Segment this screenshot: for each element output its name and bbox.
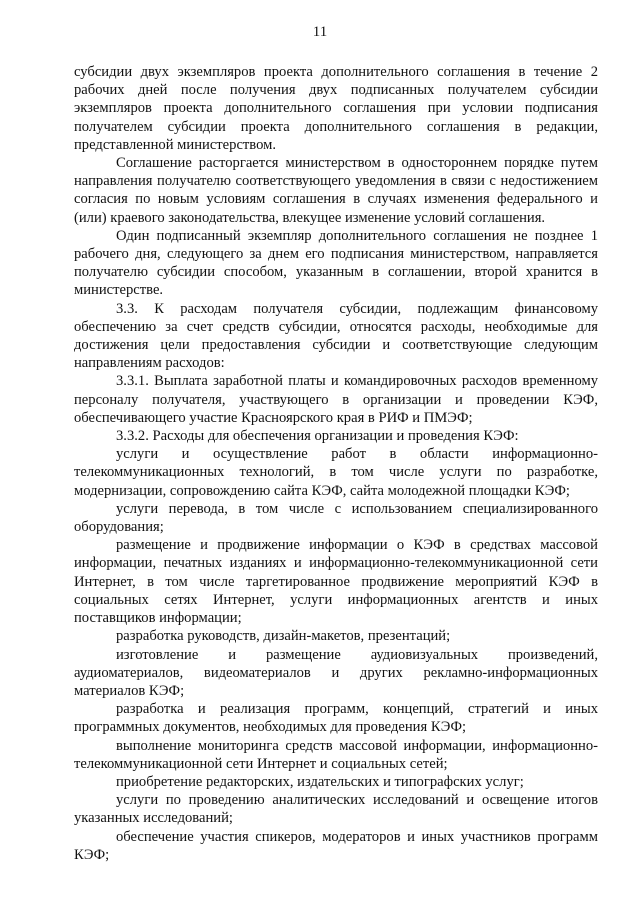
paragraph-signed-copy: Один подписанный экземпляр дополнительного соглашения не позднее 1 рабочего дня, следующего за днем его подписания министерством, направляется получателю субсидии способом, указанным в соглашении, второй хранится в министерстве. xyxy=(74,227,598,299)
paragraph-3-3: 3.3. К расходам получателя субсидии, подлежащим финансовому обеспечению за счет средств субсидии, относятся расходы, необходимые для достижения цели предоставления субсидии и соответствующие следующим направлениям расходов: xyxy=(74,300,598,372)
list-item-speakers: обеспечение участия спикеров, модераторов и иных участников программ КЭФ; xyxy=(74,828,598,863)
page-number: 11 xyxy=(312,24,328,40)
list-item-monitoring: выполнение мониторинга средств массовой информации, информационно-телекоммуникационной сети Интернет и социальных сетей; xyxy=(74,737,598,772)
list-item-audiovisual: изготовление и размещение аудиовизуальных произведений, аудиоматериалов, видеоматериалов и других рекламно-информационных материалов КЭФ; xyxy=(74,646,598,699)
paragraph-continuation: субсидии двух экземпляров проекта дополнительного соглашения в течение 2 рабочих дней после получения двух подписанных получателем субсидии экземпляров проекта дополнительного соглашения при условии подписания получателем субсидии проекта дополнительного соглашения в редакции, представленной министерством. xyxy=(74,64,598,153)
list-item-publishing: приобретение редакторских, издательских и типографских услуг; xyxy=(116,773,524,790)
list-item-it-services: услуги и осуществление работ в области информационно-телекоммуникационных технологий, в том числе услуги по разработке, модернизации, сопровождению сайта КЭФ, сайта молодежной площадки КЭФ; xyxy=(74,446,598,499)
list-item-translation: услуги перевода, в том числе с использованием специализированного оборудования; xyxy=(74,500,598,536)
list-item-analytics: услуги по проведению аналитических исследований и освещение итогов указанных исследований; xyxy=(74,792,598,827)
list-item-design: разработка руководств, дизайн-макетов, презентаций; xyxy=(116,628,451,645)
paragraph-termination: Соглашение расторгается министерством в одностороннем порядке путем направления получателю соответствующего уведомления в связи с недостижением согласия по новым условиям соглашения в случаях изменения федерального и (или) краевого законодательства, влекущее изменение условий соглашения. xyxy=(74,155,598,226)
list-item-media-promotion: размещение и продвижение информации о КЭФ в средствах массовой информации, печатных изданиях и информационно-телекоммуникационной сети Интернет, в том числе таргетированное продвижение мероприятий КЭФ в социальных сетях Интернет, услуги информационных агентств и иных поставщиков информации; xyxy=(74,537,598,627)
list-item-strategy: разработка и реализация программ, концепций, стратегий и иных программных документов, необходимых для проведения КЭФ; xyxy=(74,701,598,736)
paragraph-3-3-2: 3.3.2. Расходы для обеспечения организации и проведения КЭФ: xyxy=(116,428,519,445)
paragraph-3-3-1: 3.3.1. Выплата заработной платы и командировочных расходов временному персоналу получателя, участвующего в организации и проведении КЭФ, обеспечивающего участие Красноярского края в РИФ и ПМЭФ; xyxy=(74,373,598,426)
document-body xyxy=(74,63,598,864)
